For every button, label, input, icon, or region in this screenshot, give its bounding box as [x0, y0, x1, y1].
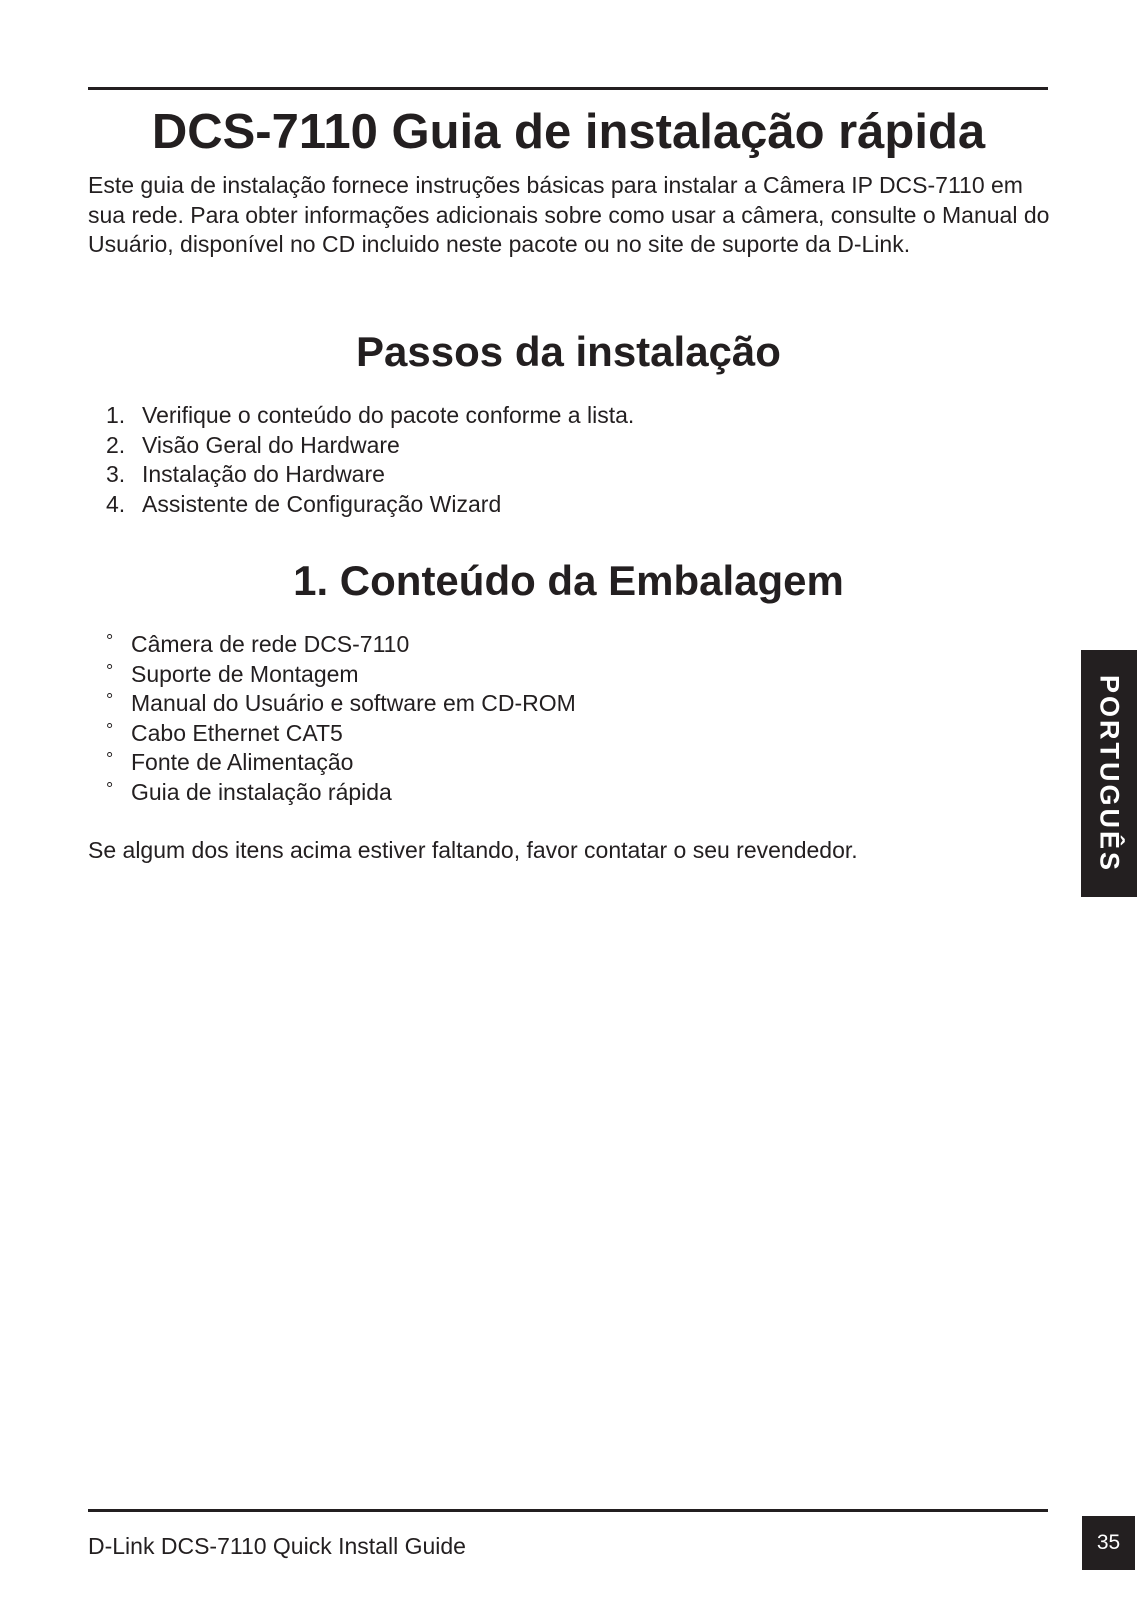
page-title: DCS-7110 Guia de instalação rápida: [151, 105, 986, 159]
footer-guide-title: D-Link DCS-7110 Quick Install Guide: [88, 1533, 466, 1559]
step-text: Verifique o conteúdo do pacote conforme a lista.: [142, 402, 635, 428]
list-item: [106, 460, 634, 490]
missing-items-note: Se algum dos itens acima estiver faltando, favor contatar o seu revendedor.: [88, 837, 858, 863]
steps-heading: Passos da instalação: [356, 328, 781, 375]
step-number: 1.: [106, 402, 126, 428]
step-number: 3.: [106, 461, 126, 487]
list-item: [106, 748, 576, 778]
degree-bullet-icon: °: [106, 690, 114, 710]
degree-bullet-icon: °: [106, 660, 114, 681]
list-item: [106, 778, 576, 808]
page-number: 35: [1082, 1516, 1135, 1570]
item-text: Cabo Ethernet CAT5: [131, 719, 343, 746]
list-item: [106, 630, 576, 660]
step-text: Visão Geral do Hardware: [142, 431, 400, 458]
package-contents-heading: 1. Conteúdo da Embalagem: [293, 557, 844, 604]
list-item: [106, 689, 576, 719]
bottom-rule: [88, 1509, 1048, 1512]
item-text: Manual do Usuário e software em CD-ROM: [131, 690, 576, 716]
item-text: Câmera de rede DCS-7110: [131, 631, 410, 657]
degree-bullet-icon: °: [106, 719, 114, 740]
step-number: 4.: [106, 490, 126, 517]
step-number: 2.: [106, 431, 126, 458]
language-label: PORTUGUÊS: [1094, 674, 1125, 873]
item-text: Guia de instalação rápida: [131, 778, 392, 805]
degree-bullet-icon: °: [106, 778, 114, 799]
step-text: Assistente de Configuração Wizard: [142, 490, 502, 517]
list-item: [106, 431, 634, 461]
package-contents-list: [106, 630, 576, 807]
intro-paragraph: Este guia de instalação fornece instruções básicas para instalar a Câmera IP DCS-7110 em sua rede. Para obter informações adicionais sobre como usar a câmera, consulte o Manual do Usuário, disponível no CD incluido neste pacote ou no site de suporte da D-Link.: [88, 172, 1050, 257]
top-rule: [88, 87, 1048, 90]
degree-bullet-icon: °: [106, 749, 114, 769]
item-text: Fonte de Alimentação: [131, 749, 354, 775]
steps-list: [106, 401, 634, 519]
degree-bullet-icon: °: [106, 631, 114, 651]
list-item: [106, 660, 576, 690]
list-item: [106, 490, 634, 520]
list-item: [106, 401, 634, 431]
step-text: Instalação do Hardware: [142, 461, 385, 487]
language-side-tab: [1081, 650, 1137, 897]
list-item: [106, 719, 576, 749]
item-text: Suporte de Montagem: [131, 660, 359, 687]
